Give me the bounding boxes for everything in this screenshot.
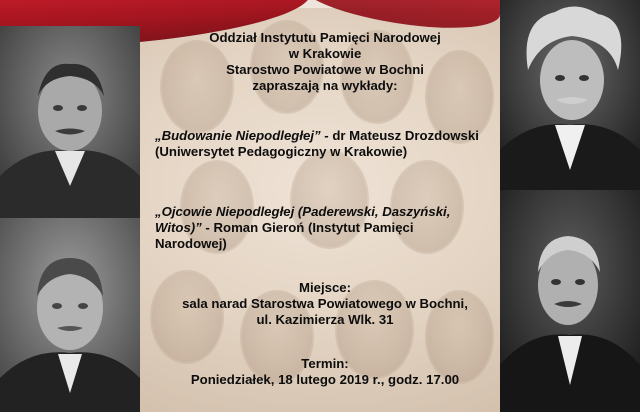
header-line-4: zapraszają na wykłady:: [252, 78, 398, 93]
portrait-bottom-right: [500, 190, 640, 412]
place-label: Miejsce:: [298, 280, 352, 295]
place-line-1: sala narad Starostwa Powiatowego w Bochni,: [182, 296, 468, 311]
lecture-2-title-line-2: Witos)”: [155, 220, 202, 235]
header-line-1: Oddział Instytutu Pamięci Narodowej: [209, 30, 441, 45]
lecture-2: [155, 204, 490, 252]
term-value: Poniedziałek, 18 lutego 2019 r., godz. 17.00: [190, 372, 460, 387]
lecture-2-title-line-1: „Ojcowie Niepodległej (Paderewski, Daszyński,: [155, 204, 451, 219]
lecture-1-title: „Budowanie Niepodległej”: [155, 128, 321, 143]
lecture-1-speaker: - dr Mateusz Drozdowski: [320, 128, 479, 143]
place-line-2: ul. Kazimierza Wlk. 31: [256, 312, 394, 327]
invitation-header: [150, 30, 500, 94]
header-line-2: w Krakowie: [288, 46, 362, 61]
header-line-3: Starostwo Powiatowe w Bochni: [226, 62, 424, 77]
lecture-1: [155, 128, 490, 160]
portrait-bottom-left: [0, 218, 140, 412]
lecture-1-affiliation: (Uniwersytet Pedagogiczny w Krakowie): [155, 144, 408, 159]
lecture-2-affiliation: Narodowej): [155, 236, 227, 251]
place-section: [150, 280, 500, 328]
term-section: [150, 356, 500, 388]
portrait-top-right: [500, 0, 640, 190]
term-label: Termin:: [301, 356, 349, 371]
portrait-top-left: [0, 26, 140, 218]
lecture-2-speaker: - Roman Gieroń (Instytut Pamięci: [201, 220, 414, 235]
